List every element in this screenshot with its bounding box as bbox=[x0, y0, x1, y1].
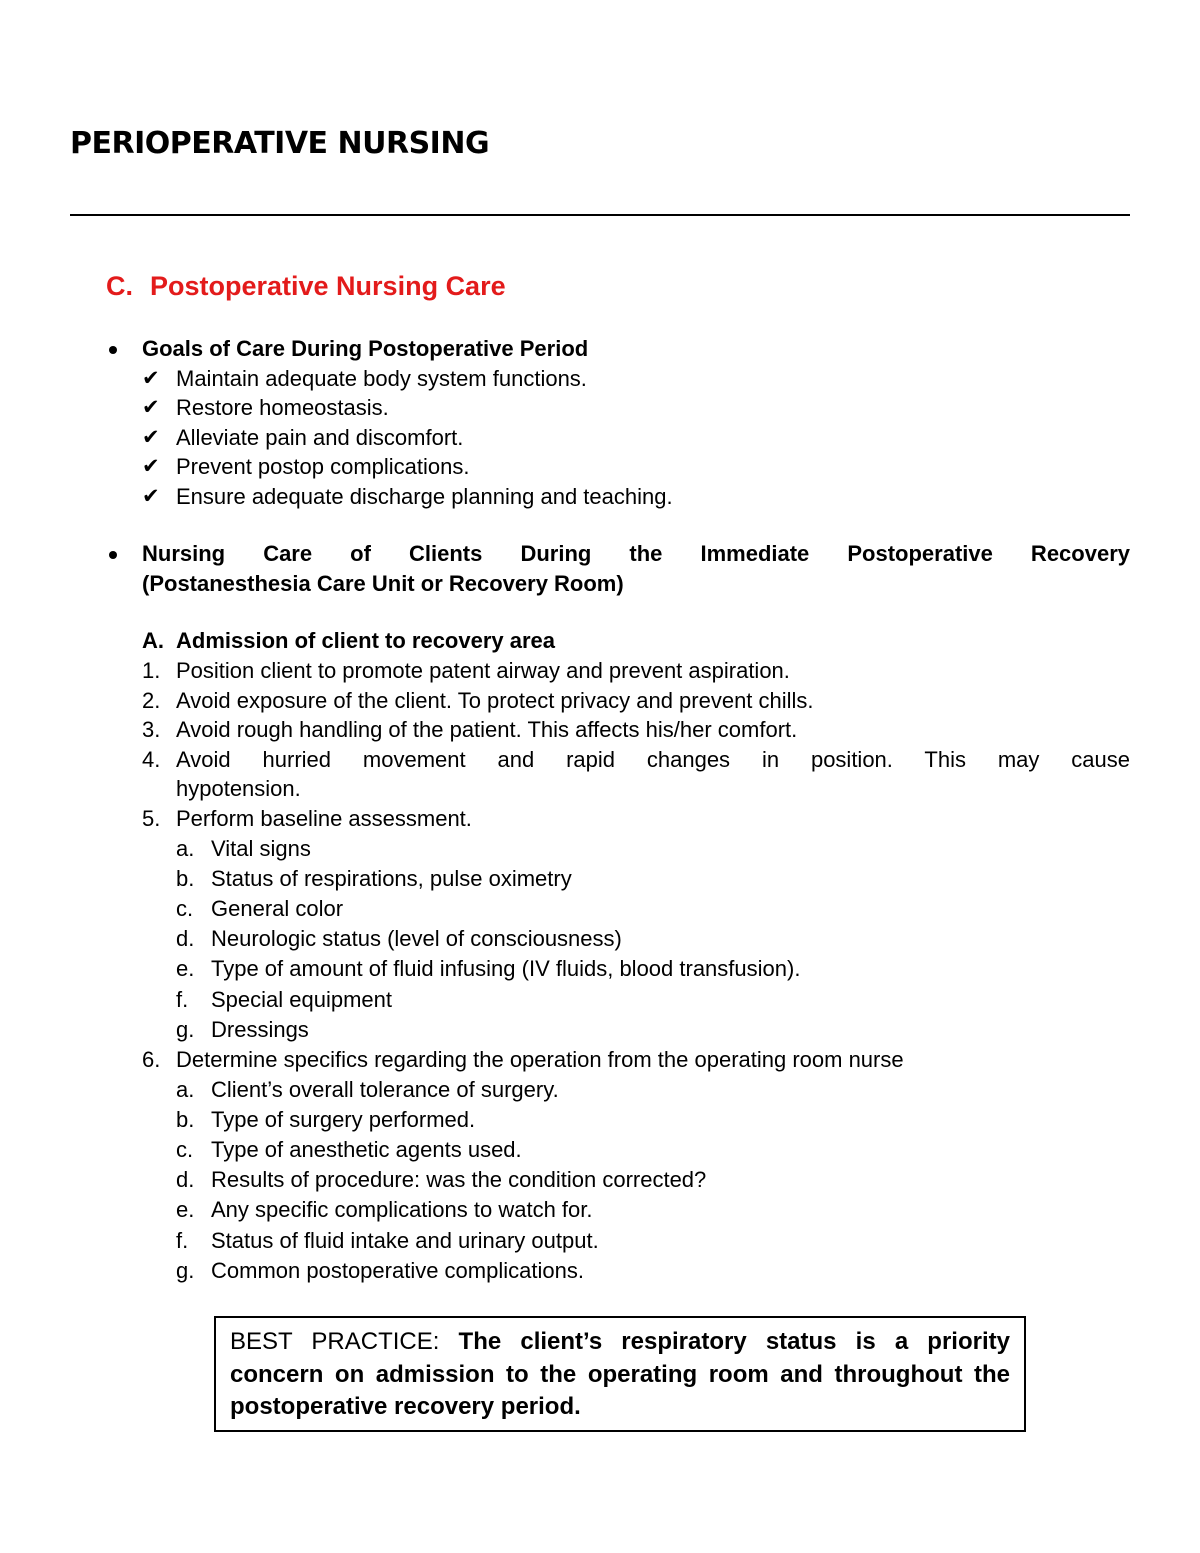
step-item bbox=[142, 1045, 1130, 1286]
sub-item bbox=[176, 1256, 1130, 1286]
step-number: 2. bbox=[142, 687, 161, 713]
assessment-sublist bbox=[176, 834, 1130, 1045]
sub-letter: c. bbox=[176, 895, 194, 921]
step-text-line2: hypotension. bbox=[176, 776, 301, 802]
best-practice-box bbox=[214, 1316, 1026, 1432]
sub-item bbox=[176, 1075, 1130, 1105]
step-text: Determine specifics regarding the operation from the operating room nurse bbox=[176, 1046, 904, 1072]
nursing-care-title-line1: Nursing Care of Clients During the Immediate Postoperative Recovery bbox=[142, 541, 1130, 566]
step-item bbox=[142, 745, 1130, 804]
checkmark-icon: ✔ bbox=[142, 454, 160, 478]
step-number: 6. bbox=[142, 1046, 161, 1072]
title-divider bbox=[70, 214, 1130, 216]
goal-item bbox=[142, 482, 1130, 512]
subsection-heading bbox=[142, 626, 555, 656]
sub-letter: f. bbox=[176, 1227, 189, 1253]
step-text-line1: Avoid hurried movement and rapid changes in position. This may cause bbox=[176, 746, 1130, 772]
sub-item bbox=[176, 1195, 1130, 1225]
step-item bbox=[142, 656, 1130, 686]
sub-letter: c. bbox=[176, 1136, 194, 1162]
sub-text: Common postoperative complications. bbox=[211, 1257, 584, 1283]
goal-text: Maintain adequate body system functions. bbox=[176, 365, 587, 391]
step-text: Avoid exposure of the client. To protect privacy and prevent chills. bbox=[176, 687, 814, 713]
checkmark-icon: ✔ bbox=[142, 483, 160, 508]
sub-letter: b. bbox=[176, 1106, 195, 1132]
checkmark-icon: ✔ bbox=[142, 424, 160, 449]
checkmark-icon: ✔ bbox=[142, 395, 160, 419]
goal-item bbox=[142, 393, 1130, 423]
sub-text: Any specific complications to watch for. bbox=[211, 1197, 593, 1223]
subsection-letter: A. bbox=[142, 628, 164, 653]
goal-text: Ensure adequate discharge planning and teaching. bbox=[176, 483, 673, 509]
sub-item bbox=[176, 1165, 1130, 1195]
sub-item bbox=[176, 1105, 1130, 1135]
sub-item bbox=[176, 985, 1130, 1015]
sub-letter: e. bbox=[176, 1197, 195, 1223]
sub-item bbox=[176, 1135, 1130, 1165]
sub-text: Status of fluid intake and urinary output. bbox=[211, 1227, 599, 1253]
operation-specifics-sublist bbox=[176, 1075, 1130, 1286]
goal-text: Restore homeostasis. bbox=[176, 395, 389, 420]
step-number: 4. bbox=[142, 746, 161, 772]
sub-text: Results of procedure: was the condition corrected? bbox=[211, 1167, 707, 1193]
sub-text: Type of anesthetic agents used. bbox=[211, 1136, 522, 1162]
sub-letter: a. bbox=[176, 835, 195, 861]
goal-item bbox=[142, 423, 1130, 453]
goal-text: Alleviate pain and discomfort. bbox=[176, 424, 464, 450]
sub-text: Type of surgery performed. bbox=[211, 1106, 476, 1132]
step-item bbox=[142, 804, 1130, 1045]
sub-letter: b. bbox=[176, 865, 195, 891]
goal-item bbox=[142, 364, 1130, 394]
nursing-care-bullet bbox=[106, 539, 1130, 598]
goals-list bbox=[106, 364, 1130, 512]
bullet-icon bbox=[109, 551, 117, 559]
document-title: PERIOPERATIVE NURSING bbox=[70, 126, 490, 161]
section-heading bbox=[106, 268, 506, 304]
sub-text: Type of amount of fluid infusing (IV fluids, blood transfusion). bbox=[211, 956, 801, 982]
subsection-heading-text: Admission of client to recovery area bbox=[176, 628, 556, 653]
step-number: 3. bbox=[142, 717, 161, 743]
sub-letter: f. bbox=[176, 986, 189, 1012]
sub-item bbox=[176, 954, 1130, 984]
sub-text: Vital signs bbox=[211, 835, 311, 861]
step-number: 5. bbox=[142, 805, 161, 831]
sub-text: Neurologic status (level of consciousness) bbox=[211, 926, 622, 952]
nursing-care-block bbox=[106, 539, 1130, 598]
sub-text: Dressings bbox=[211, 1016, 309, 1042]
nursing-care-title-line2: (Postanesthesia Care Unit or Recovery Room) bbox=[142, 570, 624, 596]
goal-text: Prevent postop complications. bbox=[176, 454, 470, 479]
sub-letter: d. bbox=[176, 926, 195, 952]
step-text: Avoid rough handling of the patient. This affects his/her comfort. bbox=[176, 717, 798, 743]
best-practice-text: The client’s respiratory status is a priority concern on admission to the operating room and throughout the postoperative recovery period. bbox=[230, 1328, 1010, 1420]
goals-bullet bbox=[106, 334, 1130, 364]
section-letter: C. bbox=[106, 271, 133, 301]
goals-block bbox=[106, 334, 1130, 511]
goal-item bbox=[142, 452, 1130, 482]
sub-item bbox=[176, 864, 1130, 894]
sub-letter: e. bbox=[176, 956, 195, 982]
sub-item bbox=[176, 894, 1130, 924]
sub-text: Special equipment bbox=[211, 986, 393, 1012]
sub-text: Client’s overall tolerance of surgery. bbox=[211, 1076, 559, 1102]
sub-text: General color bbox=[211, 895, 344, 921]
step-item bbox=[142, 686, 1130, 716]
sub-item bbox=[176, 1226, 1130, 1256]
sub-letter: g. bbox=[176, 1257, 195, 1283]
bullet-icon bbox=[109, 346, 117, 354]
goals-title: Goals of Care During Postoperative Period bbox=[142, 336, 589, 361]
step-number: 1. bbox=[142, 658, 161, 683]
sub-item bbox=[176, 924, 1130, 954]
best-practice-label: BEST PRACTICE: bbox=[230, 1328, 440, 1355]
step-item bbox=[142, 715, 1130, 745]
section-heading-text: Postoperative Nursing Care bbox=[150, 271, 506, 301]
sub-letter: d. bbox=[176, 1167, 195, 1193]
sub-letter: a. bbox=[176, 1076, 195, 1102]
sub-letter: g. bbox=[176, 1016, 195, 1042]
step-text: Perform baseline assessment. bbox=[176, 805, 472, 831]
sub-item bbox=[176, 834, 1130, 864]
step-text: Position client to promote patent airway and prevent aspiration. bbox=[176, 658, 790, 683]
sub-item bbox=[176, 1015, 1130, 1045]
checkmark-icon: ✔ bbox=[142, 365, 160, 390]
sub-text: Status of respirations, pulse oximetry bbox=[211, 865, 572, 891]
admission-steps-list bbox=[142, 656, 1130, 1286]
